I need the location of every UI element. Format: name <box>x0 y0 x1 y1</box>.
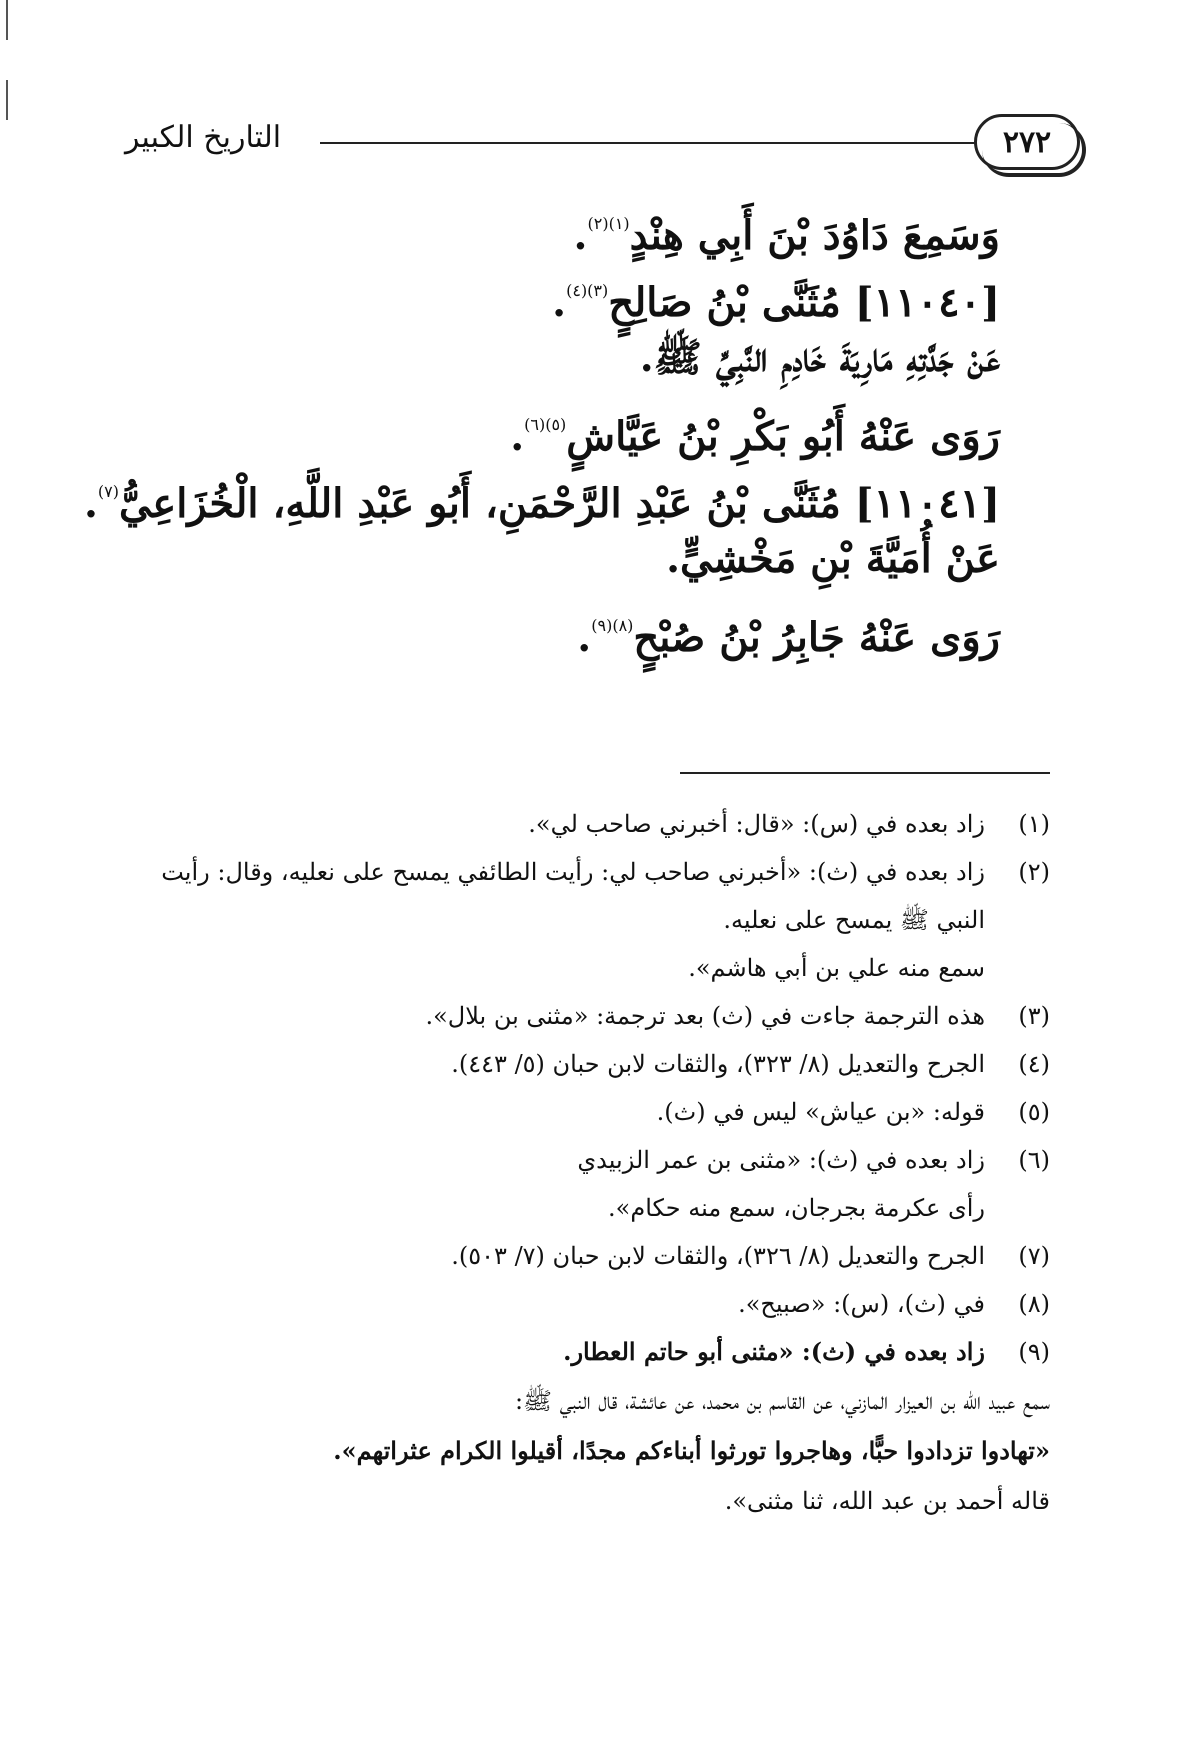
entry-heading: [١١٠٤١] مُثَنَّى بْنُ عَبْدِ الرَّحْمَنِ، أَبُو عَبْدِ اللَّهِ، الْخُزَاعِيُّ$^{(٧)}$. <box>83 480 1000 527</box>
line-text: رَوَى عَنْهُ أَبُو بَكْرِ بْنُ عَيَّاشٍ <box>566 413 1000 460</box>
line-text: وَسَمِعَ دَاوُدَ بْنَ أَبِي هِنْدٍ <box>629 212 1000 259</box>
footnotes <box>50 800 1050 1526</box>
footnote-text: سمع منه علي بن أبي هاشم». <box>688 954 985 982</box>
entry-name: مُثَنَّى بْنُ عَبْدِ الرَّحْمَنِ، أَبُو عَبْدِ اللَّهِ، الْخُزَاعِيُّ <box>119 480 841 527</box>
footnote <box>50 800 1050 848</box>
footnote-number: (٦) <box>1018 1146 1050 1174</box>
entry-number: [١١٠٤١] <box>854 480 1000 527</box>
line-text: رَوَى عَنْهُ جَابِرُ بْنُ صُبْحٍ <box>633 614 1000 661</box>
footnote-text: زاد بعده في (ث): «أخبرني صاحب لي: رأيت الطائفي يمسح على نعليه، وقال: رأيت <box>161 858 985 886</box>
page-number: ٢٧٢ <box>1002 124 1052 160</box>
main-text <box>83 190 1000 661</box>
footnote-text: زاد بعده في (ث): «مثنى بن عمر الزبيدي <box>577 1146 985 1174</box>
footnote <box>50 992 1050 1040</box>
footnote-number: (٢) <box>1018 858 1050 886</box>
footnote-number: (٩) <box>1018 1338 1050 1366</box>
entry-heading: [١١٠٤٠] مُثَنَّى بْنُ صَالِحٍ$^{(٣)(٤)}$. <box>552 279 1000 326</box>
footnote <box>50 1280 1050 1328</box>
footnote-continuation: «تهادوا تزدادوا حبًّا، وهاجروا تورثوا أبناءكم مجدًا، أقيلوا الكرام عثراتهم». <box>333 1436 1050 1465</box>
book-title: التاريخ الكبير <box>125 120 282 155</box>
footnote-number: (٨) <box>1018 1290 1050 1318</box>
footnote <box>50 1040 1050 1088</box>
text-line <box>180 324 1000 391</box>
footnote-text: النبي ﷺ يمسح على نعليه. <box>723 906 985 934</box>
footnote-separator <box>680 772 1050 774</box>
entry-name: مُثَنَّى بْنُ صَالِحٍ <box>608 279 841 326</box>
footnote-text: الجرح والتعديل (٨/ ٣٢٣)، والثقات لابن حبان (٥/ ٤٤٣). <box>451 1050 985 1078</box>
running-header <box>125 100 1085 170</box>
footnote-text: زاد بعده في (ث): «مثنى أبو حاتم العطار. <box>563 1337 985 1366</box>
footnote-continuation: سمع عبيد الله بن العيزار المازني، عن القاسم بن محمد، عن عائشة، قال النبي ﷺ: <box>514 1387 1050 1415</box>
footnote-text: هذه الترجمة جاءت في (ث) بعد ترجمة: «مثنى بن بلال». <box>425 1002 985 1030</box>
footnote-number: (٥) <box>1018 1098 1050 1126</box>
line-text: عَنْ أُمَيَّةَ بْنِ مَخْشِيٍّ. <box>666 535 1000 582</box>
footnote-marks: (٨)(٩) <box>591 616 634 635</box>
footnote-text: زاد بعده في (س): «قال: أخبرني صاحب لي». <box>528 810 985 838</box>
text-line: رَوَى عَنْهُ جَابِرُ بْنُ صُبْحٍ$^{(٨)(٩)}$. <box>577 614 1000 661</box>
text-line: رَوَى عَنْهُ أَبُو بَكْرِ بْنُ عَيَّاشٍ$^{(٥)(٦)}$. <box>510 413 1000 460</box>
header-rule <box>320 142 980 144</box>
text-line: وَسَمِعَ دَاوُدَ بْنَ أَبِي هِنْدٍ$^{(١)(٢)}$. <box>573 212 1000 259</box>
footnote-number: (٤) <box>1018 1050 1050 1078</box>
footnote-number: (٧) <box>1018 1242 1050 1270</box>
footnote-continuation: قاله أحمد بن عبد الله، ثنا مثنى». <box>724 1487 1050 1515</box>
footnote <box>50 1328 1050 1376</box>
footnote-text: قوله: «بن عياش» ليس في (ث). <box>656 1098 985 1126</box>
footnote <box>50 1088 1050 1136</box>
line-text: عَنْ جَدَّتِهِ مَارِيَةَ خَادِمِ النَّبِيِّ ﷺ. <box>639 334 1000 381</box>
footnote-text: في (ث)، (س): «صبيح». <box>738 1290 985 1318</box>
scan-edge-mark <box>6 0 8 40</box>
footnote-number: (٣) <box>1018 1002 1050 1030</box>
footnote <box>50 848 1050 992</box>
footnote-marks: (١)(٢) <box>587 214 630 233</box>
entry-number: [١١٠٤٠] <box>854 279 1000 326</box>
footnote-number: (١) <box>1018 810 1050 838</box>
footnote-marks: (٧) <box>97 482 120 501</box>
footnote-marks: (٣)(٤) <box>566 281 609 300</box>
text-line <box>180 525 1000 592</box>
footnote <box>50 1136 1050 1232</box>
footnote-text: رأى عكرمة بجرجان، سمع منه حكام». <box>608 1194 985 1222</box>
footnote-text: الجرح والتعديل (٨/ ٣٢٦)، والثقات لابن حبان (٧/ ٥٠٣). <box>451 1242 985 1270</box>
footnote-marks: (٥)(٦) <box>524 415 567 434</box>
scan-edge-mark <box>6 80 8 120</box>
page-number-badge <box>974 114 1080 170</box>
footnote <box>50 1232 1050 1280</box>
